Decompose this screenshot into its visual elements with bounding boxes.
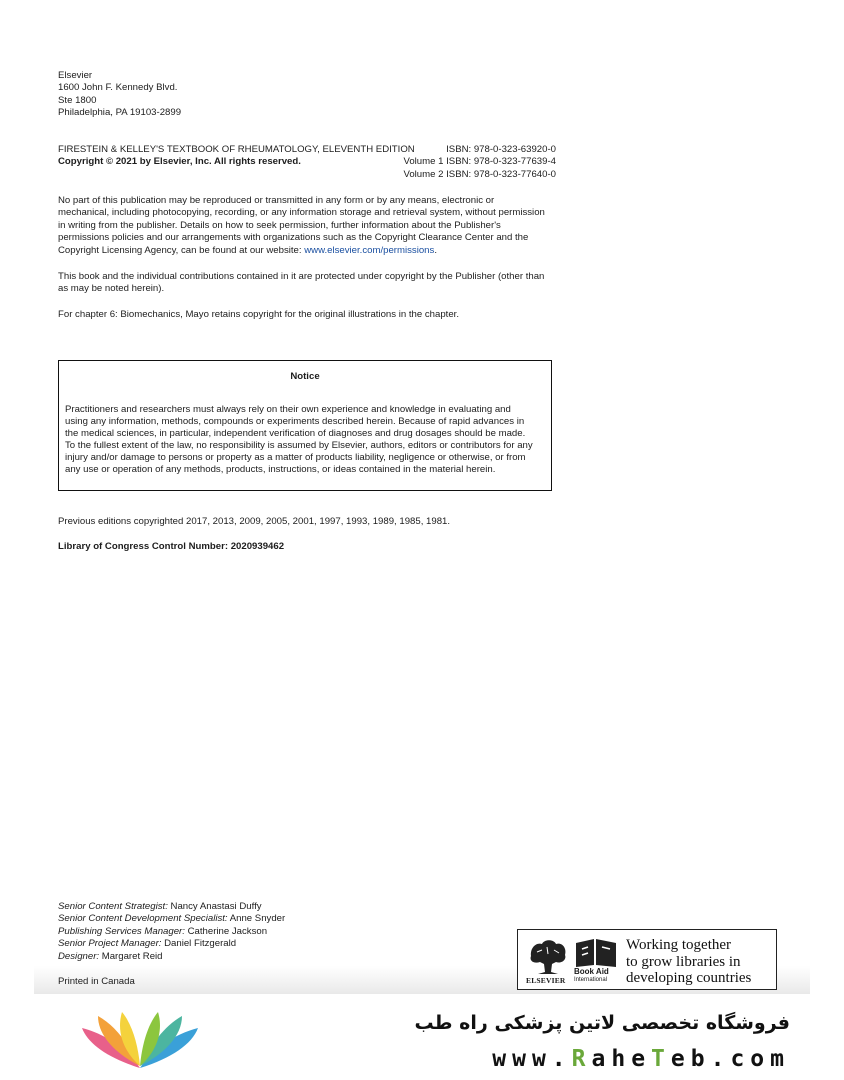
copyright-statement: Copyright © 2021 by Elsevier, Inc. All rights reserved. xyxy=(58,156,301,168)
notice-body: Practitioners and researchers must always rely on their own experience and knowledge in evaluating and using any information, methods, compounds or experiments described herein. Because of rapid advances in the medical sciences, in particular, independent verification of diagnoses and drug dosages should be made. To the fullest extent of the law, no responsibility is assumed by Elsevier, authors, editors or contributors for any injury and/or damage to persons or property as a matter of products liability, negligence or otherwise, or from any use or operation of any methods, products, instructions, or ideas contained in the material herein. xyxy=(65,404,533,476)
permissions-link[interactable]: www.elsevier.com/permissions xyxy=(304,244,435,256)
address-line: Ste 1800 xyxy=(58,94,97,106)
publisher-address xyxy=(58,70,181,120)
credits-list xyxy=(58,901,285,963)
volume1-isbn: Volume 1 ISBN: 978-0-323-77639-4 xyxy=(403,156,556,168)
credit-name: Daniel Fitzgerald xyxy=(161,938,237,950)
credit-role: Publishing Services Manager: xyxy=(58,925,185,937)
credit-line xyxy=(58,951,285,963)
url-part: R xyxy=(571,1046,592,1072)
credit-line xyxy=(58,901,285,913)
book-aid-banner xyxy=(517,929,777,990)
printed-in: Printed in Canada xyxy=(58,976,135,987)
bookaid-slogan xyxy=(626,937,751,987)
url-part: eb.com xyxy=(670,1046,790,1072)
chapter6-note: For chapter 6: Biomechanics, Mayo retains copyright for the original illustrations in the chapter. xyxy=(58,309,460,320)
book-title: FIRESTEIN & KELLEY'S TEXTBOOK OF RHEUMATOLOGY, ELEVENTH EDITION xyxy=(58,144,415,155)
credit-line xyxy=(58,926,285,938)
elsevier-label: ELSEVIER xyxy=(526,976,566,985)
credit-line xyxy=(58,913,285,925)
isbn: ISBN: 978-0-323-63920-0 xyxy=(446,144,556,155)
slogan-line: developing countries xyxy=(626,970,752,986)
credit-role: Designer: xyxy=(58,950,100,962)
credit-name: Catherine Jackson xyxy=(184,925,268,937)
previous-editions: Previous editions copyrighted 2017, 2013, 2009, 2005, 2001, 1997, 1993, 1989, 1985, 1981. xyxy=(58,516,451,527)
notice-title: Notice xyxy=(290,371,320,382)
permissions-text: No part of this publication may be reproduced or transmitted in any form or by any means, electronic or mechanical, including photocopying, recording, or any information storage and retrieval system, without permission in writing from the publisher. Details on how to seek permission, further information about the Publisher's permissions policies and our arrangements with organizations such as the Copyright Clearance Center and the Copyright Licensing Agency, can be found at our website: xyxy=(58,195,545,256)
credit-name: Anne Snyder xyxy=(227,913,286,925)
url-part: ahe xyxy=(591,1046,652,1072)
slogan-line: to grow libraries in xyxy=(626,953,741,970)
watermark-persian: فروشگاه تخصصی لاتین پزشکی راه طب xyxy=(414,1012,790,1034)
book-info xyxy=(58,144,556,181)
address-line: Elsevier xyxy=(58,70,93,81)
loc-control-number: Library of Congress Control Number: 2020939462 xyxy=(58,541,285,552)
permissions-paragraph xyxy=(58,195,548,257)
notice-box xyxy=(58,360,552,491)
url-part: www. xyxy=(492,1046,572,1072)
credit-role: Senior Content Strategist: xyxy=(58,901,168,912)
credit-name: Nancy Anastasi Duffy xyxy=(167,901,262,912)
credit-role: Senior Content Development Specialist: xyxy=(58,913,228,925)
rahe-teb-book-logo-icon xyxy=(78,1010,202,1072)
credit-line xyxy=(58,938,285,950)
bookaid-label: Book Aid xyxy=(574,967,609,976)
slogan-line: Working together xyxy=(626,937,732,953)
url-part: T xyxy=(651,1046,671,1072)
protected-paragraph: This book and the individual contributions contained in it are protected under copyright by the Publisher (other than as may be noted herein). xyxy=(58,271,545,295)
credit-role: Senior Project Manager: xyxy=(58,938,162,950)
international-label: International xyxy=(574,977,608,983)
elsevier-tree-icon xyxy=(528,938,568,976)
permissions-end: . xyxy=(434,244,437,256)
watermark-url xyxy=(492,1046,790,1072)
credit-name: Margaret Reid xyxy=(99,950,163,962)
volume2-isbn: Volume 2 ISBN: 978-0-323-77640-0 xyxy=(403,168,556,180)
address-line: Philadelphia, PA 19103-2899 xyxy=(58,107,182,119)
address-line: 1600 John F. Kennedy Blvd. xyxy=(58,82,178,94)
